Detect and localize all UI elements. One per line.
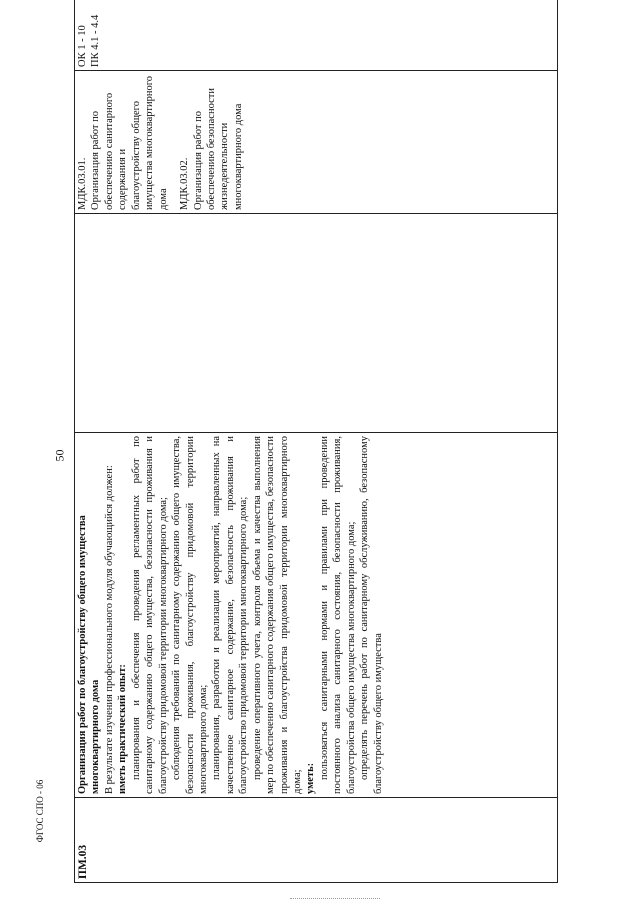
module-content-cell [75, 433, 558, 798]
module-intro: В результате изучения профессионального модуля обучающийся должен: [103, 465, 115, 794]
module-code: ПМ.03 [77, 844, 89, 879]
competency-professional: ПК 4.1 - 4.4 [90, 14, 102, 67]
module-code-cell [75, 798, 558, 883]
mdk-code: МДК.03.01. [77, 157, 88, 210]
page-number: 50 [52, 449, 67, 462]
rotated-table-wrapper [74, 14, 558, 883]
mdk-name: Организация работ по обеспечению санитарного содержания и благоустройству общего имущества многоквартирного дома [90, 76, 169, 210]
mdk-entry [76, 74, 170, 210]
bottom-divider [290, 898, 380, 899]
experience-item: планирования и обеспечения проведения регламентных работ по санитарному содержанию общего имущества, безопасности проживания и благоустройству придомовой территории многоквартирного дома; [130, 436, 169, 794]
table-row [75, 0, 558, 883]
footer-standard-label: ФГОС СПО - 06 [35, 779, 46, 843]
experience-item: проведение оперативного учета, контроля объема и качества выполнения мер по обеспечению санитарного содержания общего имущества, безопасности проживания и благоустройства придомовой территории многоквартирного дома; [251, 436, 303, 794]
curriculum-table [74, 0, 558, 883]
skills-item: пользоваться санитарными нормами и правилами при проведении постоянного анализа санитарного состояния, безопасности проживания, благоустройства общего имущества многоквартирного дома; [318, 436, 357, 794]
competencies-cell [75, 0, 558, 71]
competency-general: ОК 1 - 10 [77, 25, 88, 67]
skills-item: определять перечень работ по санитарному обслуживанию, безопасному благоустройству общего имущества [359, 436, 384, 794]
experience-item: соблюдения требований по санитарному содержанию общего имущества, безопасности проживания, благоустройству придомовой территории многоквартирного дома; [171, 436, 209, 794]
experience-heading: иметь практический опыт: [117, 664, 129, 794]
empty-cell [75, 214, 558, 433]
module-title: Организация работ по благоустройству общего имущества многоквартирного дома [77, 515, 102, 794]
mdk-name: Организация работ по обеспечению безопасности жизнедеятельности многоквартирного дома [192, 88, 244, 210]
skills-heading: уметь: [305, 762, 317, 794]
experience-item: планирования, разработки и реализации мероприятий, направленных на качественное санитарное содержание, безопасность проживания и благоустройство придомовой территории многоквартирного дома; [211, 436, 250, 794]
mdk-entry [178, 74, 245, 210]
mdk-cell [75, 71, 558, 214]
mdk-code: МДК.03.02. [179, 157, 191, 210]
